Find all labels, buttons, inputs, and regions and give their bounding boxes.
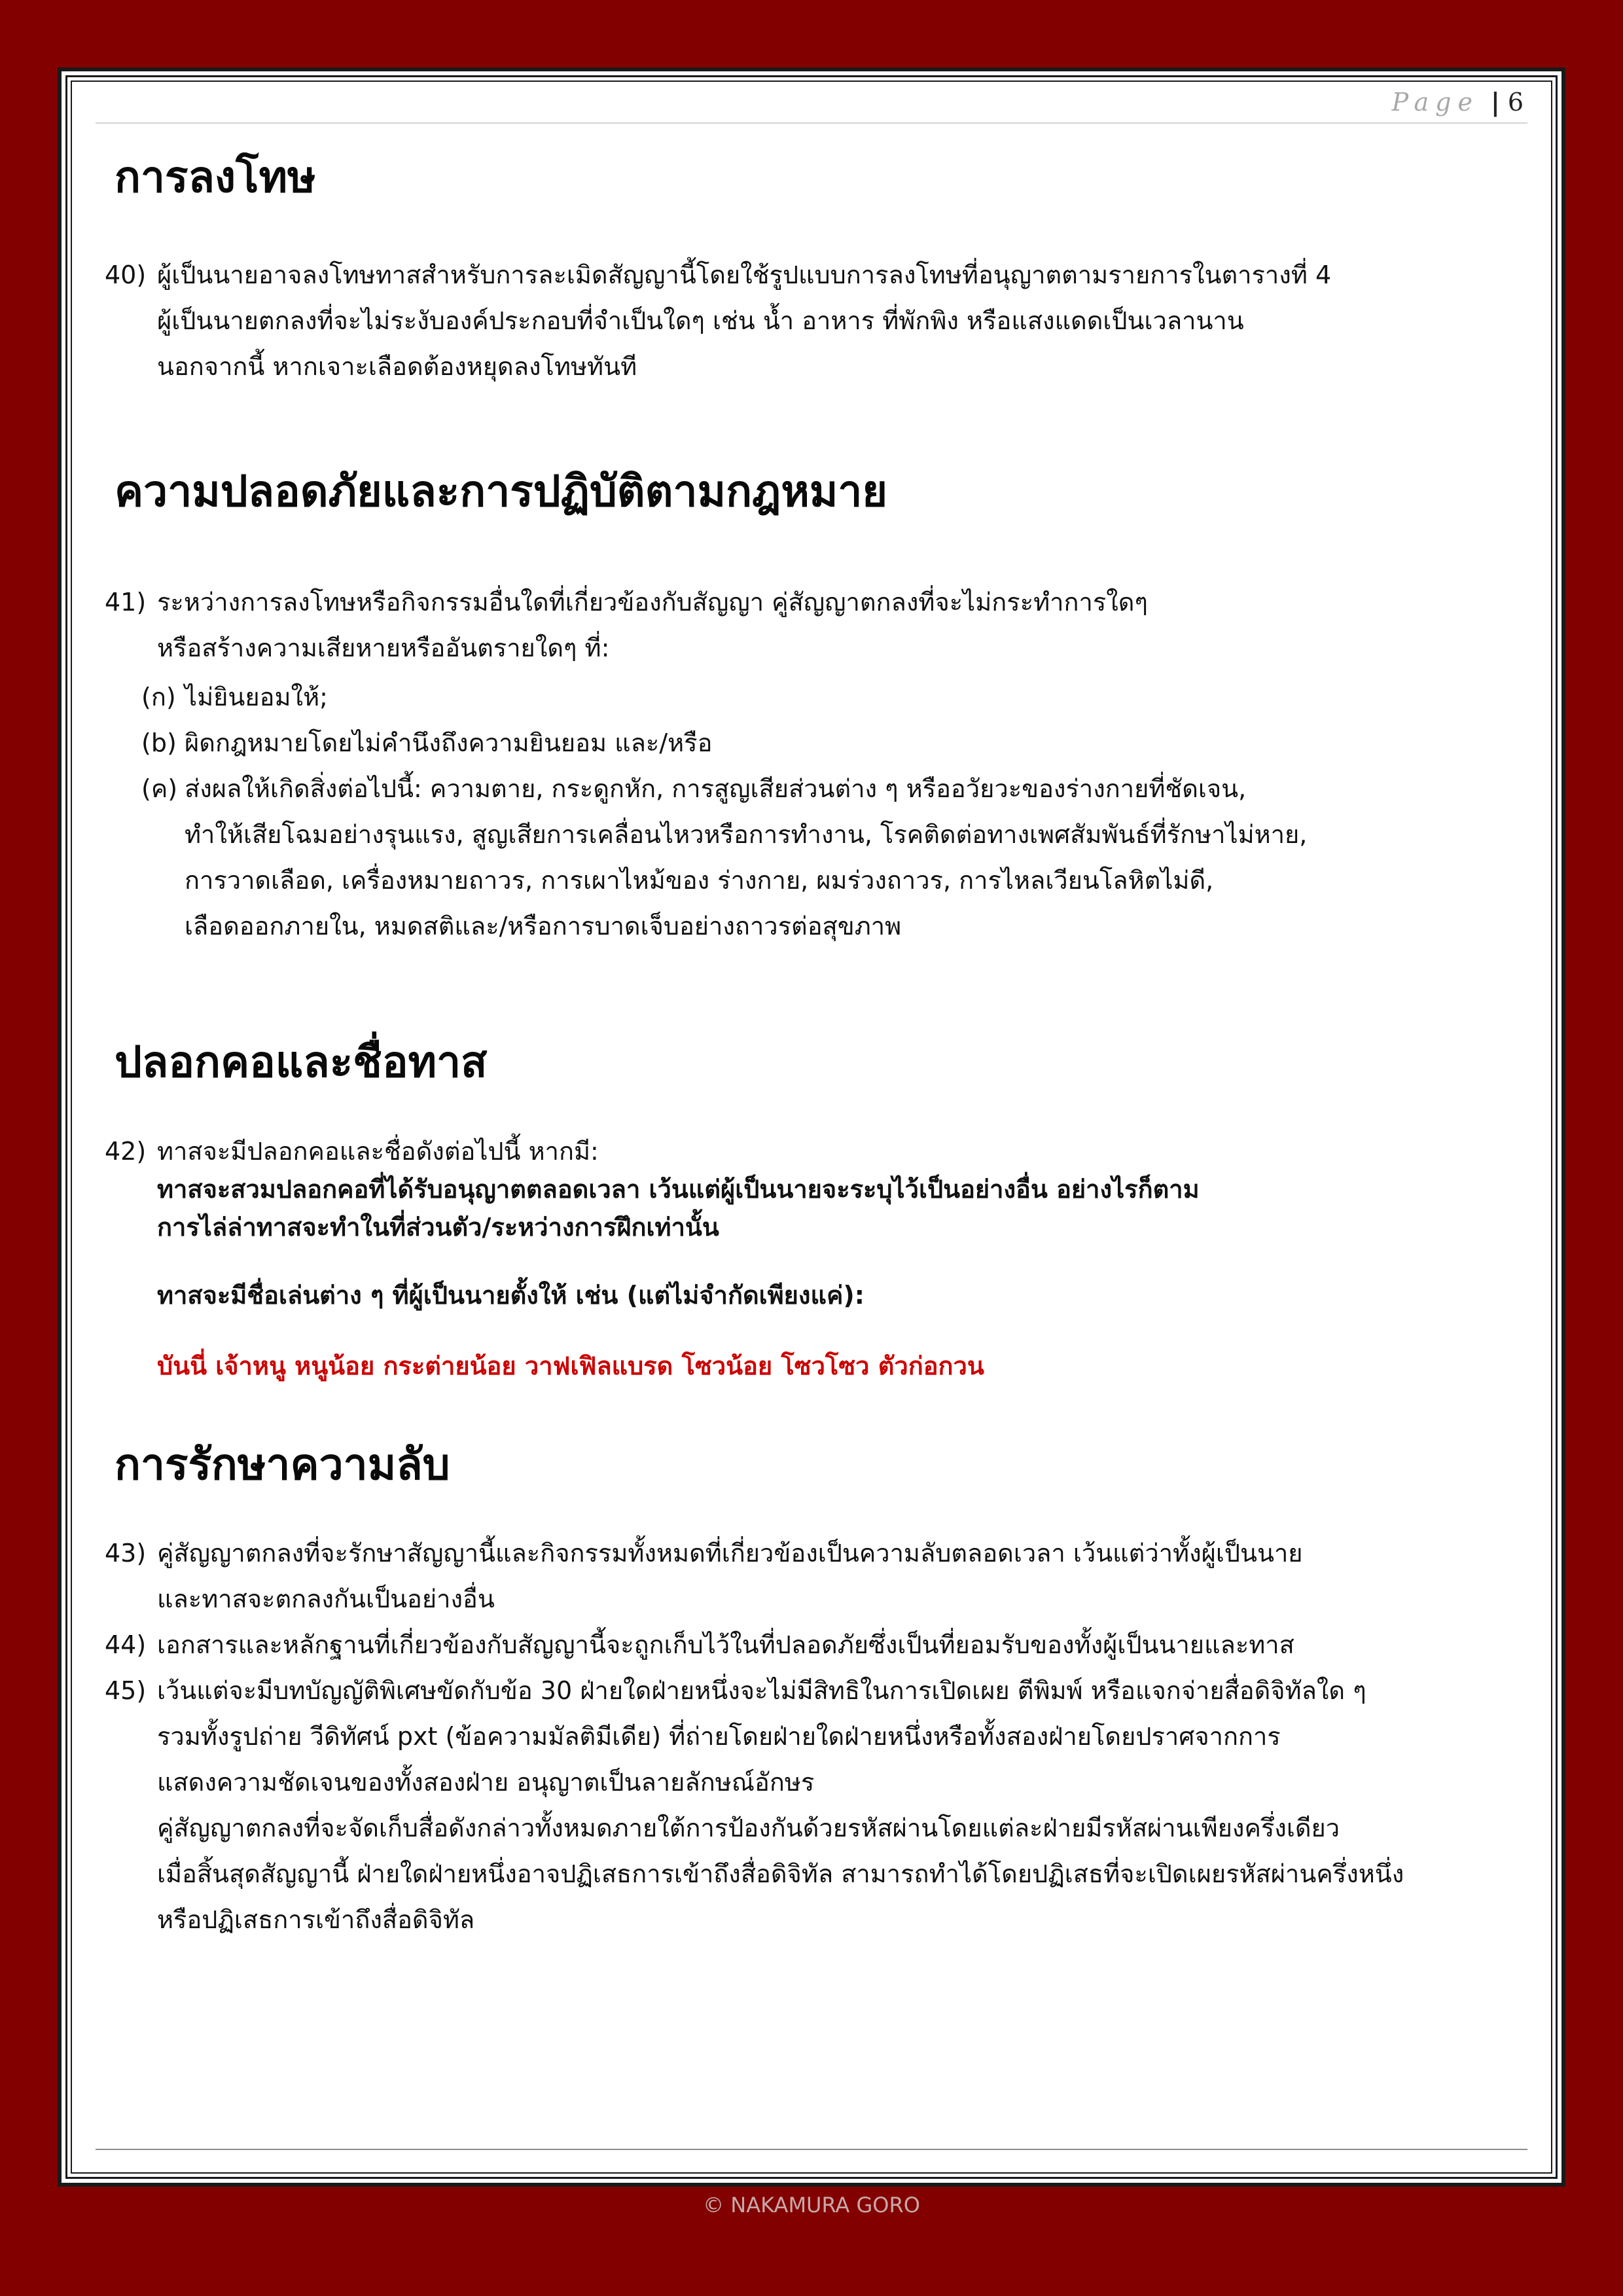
clause-text: คู่สัญญาตกลงที่จะจัดเก็บสื่อดังกล่าวทั้งหมดภายใต้การป้องกันด้วยรหัสผ่านโดยแต่ละฝ่ายมีรหัสผ่านเพียงครึ่งเดียว xyxy=(157,1814,1340,1842)
clause-text: รวมทั้งรูปถ่าย วีดิทัศน์ pxt (ข้อความมัลติมีเดีย) ที่ถ่ายโดยฝ่ายใดฝ่ายหนึ่งหรือทั้งสองฝ่ายโดยปราศจากการ xyxy=(157,1722,1281,1751)
clause-text: คู่สัญญาตกลงที่จะรักษาสัญญานี้และกิจกรรมทั้งหมดที่เกี่ยวข้องเป็นความลับตลอดเวลา เว้นแต่ว่าทั้งผู้เป็นนาย xyxy=(157,1539,1303,1568)
clause-text: นอกจากนี้ หากเจาะเลือดต้องหยุดลงโทษทันที xyxy=(157,352,637,381)
footer-rule xyxy=(96,2149,1527,2150)
names-intro xyxy=(105,1272,1440,1318)
clause-45 xyxy=(105,1668,1440,1943)
sub-text: ผิดกฎหมายโดยไม่คำนึงถึงความยินยอม และ/หรือ xyxy=(185,728,713,757)
clause-text: ระหว่างการลงโทษหรือกิจกรรมอื่นใดที่เกี่ยวข้องกับสัญญา คู่สัญญาตกลงที่จะไม่กระทำการใดๆ xyxy=(157,588,1148,617)
clause-41-a xyxy=(141,674,328,720)
clause-44 xyxy=(105,1622,1440,1668)
clause-41-b xyxy=(141,720,712,766)
clause-text: เอกสารและหลักฐานที่เกี่ยวข้องกับสัญญานี้จะถูกเก็บไว้ในที่ปลอดภัยซึ่งเป็นที่ยอมรับของทั้งผู้เป็นนายและทาส xyxy=(157,1630,1294,1659)
clause-text: หรือสร้างความเสียหายหรืออันตรายใดๆ ที่: xyxy=(157,634,610,662)
names-list xyxy=(105,1343,1440,1389)
sub-text: ส่งผลให้เกิดสิ่งต่อไปนี้: ความตาย, กระดูกหัก, การสูญเสียส่วนต่าง ๆ หรืออวัยวะของร่างกายที่ชัดเจน, xyxy=(185,774,1247,803)
names-intro-text: ทาสจะมีชื่อเล่นต่าง ๆ ที่ผู้เป็นนายตั้งให้ เช่น (แต่ไม่จำกัดเพียงแค่): xyxy=(157,1281,865,1310)
clause-43 xyxy=(105,1530,1440,1622)
clause-text: และทาสจะตกลงกันเป็นอย่างอื่น xyxy=(157,1585,495,1613)
sub-text: ไม่ยินยอมให้; xyxy=(185,683,328,711)
sub-text: เลือดออกภายใน, หมดสติและ/หรือการบาดเจ็บอย่างถาวรต่อสุขภาพ xyxy=(185,912,902,941)
sub-letter: (ค) xyxy=(141,774,178,803)
heading-collar: ปลอกคอและชื่อทาส xyxy=(115,1037,488,1087)
collar-rule: การไล่ล่าทาสจะทำในที่ส่วนตัว/ระหว่างการฝึกเท่านั้น xyxy=(157,1213,719,1242)
clause-text: แสดงความชัดเจนของทั้งสองฝ่าย อนุญาตเป็นลายลักษณ์อักษร xyxy=(157,1768,815,1797)
clause-text: หรือปฏิเสธการเข้าถึงสื่อดิจิทัล xyxy=(157,1905,475,1934)
clause-40 xyxy=(105,252,1440,389)
page-label: Page xyxy=(1391,88,1479,117)
page-number-value: 6 xyxy=(1507,88,1524,117)
clause-number: 45) xyxy=(105,1676,147,1705)
clause-41 xyxy=(105,579,1440,671)
heading-confidentiality: การรักษาความลับ xyxy=(115,1439,450,1490)
clause-number: 43) xyxy=(105,1539,147,1568)
clause-number: 42) xyxy=(105,1137,147,1166)
clause-text: ผู้เป็นนายอาจลงโทษทาสสำหรับการละเมิดสัญญานี้โดยใช้รูปแบบการลงโทษที่อนุญาตตามรายการในตารางที่ 4 xyxy=(157,260,1332,289)
sub-letter: (b) xyxy=(141,728,177,757)
clause-text: เว้นแต่จะมีบทบัญญัติพิเศษขัดกับข้อ 30 ฝ่ายใดฝ่ายหนึ่งจะไม่มีสิทธิในการเปิดเผย ตีพิมพ์ หรือแจกจ่ายสื่อดิจิทัลใด ๆ xyxy=(157,1676,1366,1705)
clause-text: ทาสจะมีปลอกคอและชื่อดังต่อไปนี้ หากมี: xyxy=(157,1137,599,1166)
clause-text: เมื่อสิ้นสุดสัญญานี้ ฝ่ายใดฝ่ายหนึ่งอาจปฏิเสธการเข้าถึงสื่อดิจิทัล สามารถทำได้โดยปฏิเสธที่จะเปิดเผยรหัสผ่านครึ่งหนึ่ง xyxy=(157,1859,1404,1888)
clause-number: 44) xyxy=(105,1630,147,1659)
header-rule xyxy=(96,122,1527,124)
page-number xyxy=(1392,87,1524,117)
page-separator: | xyxy=(1490,87,1500,117)
clause-number: 41) xyxy=(105,588,147,617)
sub-letter: (ก) xyxy=(141,683,176,711)
sub-text: การวาดเลือด, เครื่องหมายถาวร, การเผาไหม้ของ ร่างกาย, ผมร่วงถาวร, การไหลเวียนโลหิตไม่ดี, xyxy=(185,866,1214,895)
names-list-text: บันนี่ เจ้าหนู หนูน้อย กระต่ายน้อย วาฟเฟิลแบรด โซวน้อย โซวโซว ตัวก่อกวน xyxy=(157,1352,984,1380)
clause-number: 40) xyxy=(105,260,147,289)
heading-punishment: การลงโทษ xyxy=(115,152,316,202)
clause-42 xyxy=(105,1132,1440,1246)
sub-text: ทำให้เสียโฉมอย่างรุนแรง, สูญเสียการเคลื่อนไหวหรือการทำงาน, โรคติดต่อทางเพศสัมพันธ์ที่รักษาไม่หาย, xyxy=(185,820,1308,849)
collar-rule: ทาสจะสวมปลอกคอที่ได้รับอนุญาตตลอดเวลา เว้นแต่ผู้เป็นนายจะระบุไว้เป็นอย่างอื่น อย่างไรก็ตาม xyxy=(157,1175,1200,1204)
clause-text: ผู้เป็นนายตกลงที่จะไม่ระงับองค์ประกอบที่จำเป็นใดๆ เช่น น้ำ อาหาร ที่พักพิง หรือแสงแดดเป็นเวลานาน xyxy=(157,306,1244,335)
clause-41-c xyxy=(141,766,1307,949)
heading-safety: ความปลอดภัยและการปฏิบัติตามกฎหมาย xyxy=(115,466,888,516)
copyright-footer: © NAKAMURA GORO xyxy=(703,2193,920,2217)
